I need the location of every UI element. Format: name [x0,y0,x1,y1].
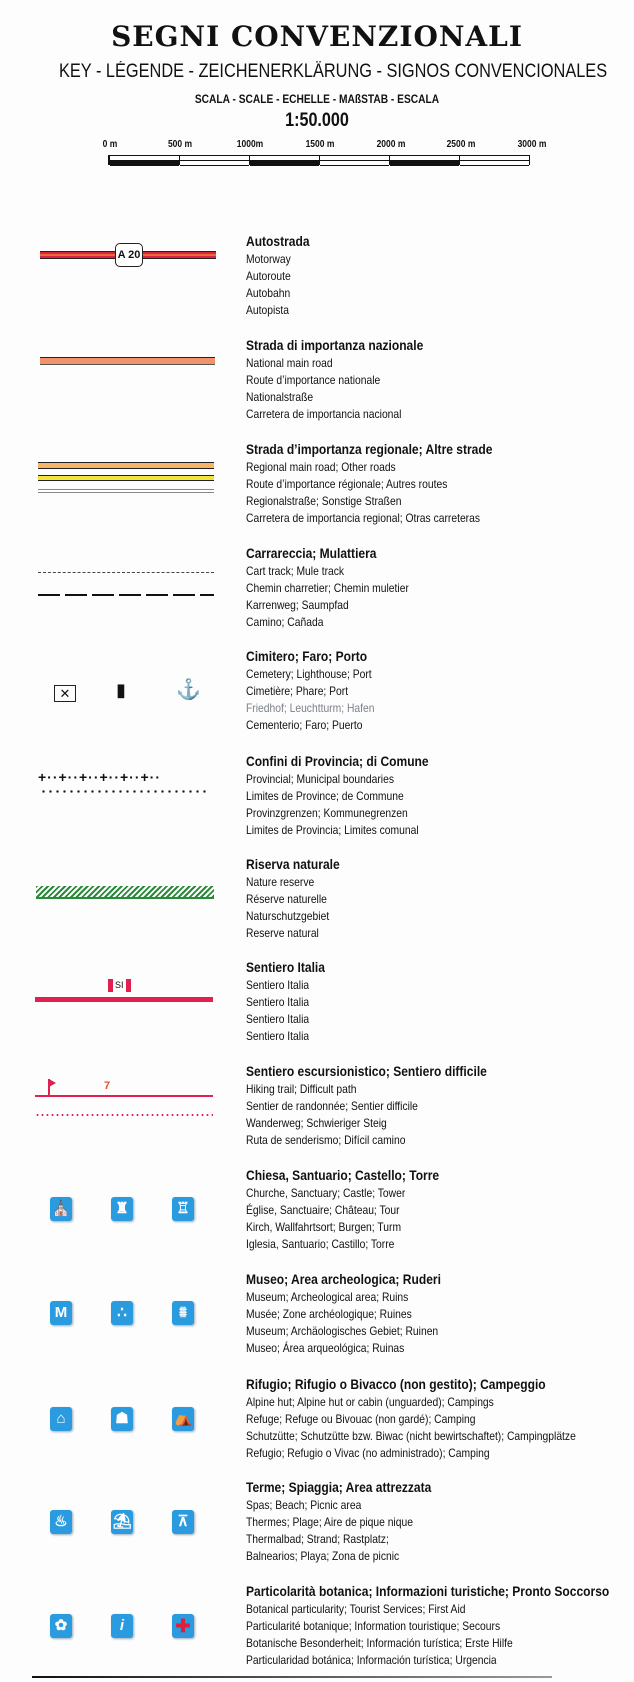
legend-translation: Botanical particularity; Tourist Services; First Aid [246,1602,466,1616]
scale-tick: 3000 m [517,139,547,150]
legend-title: Riserva naturale [246,856,340,872]
museum-icon: M [50,1301,72,1325]
page-title: SEGNI CONVENZIONALI [111,20,523,53]
minor-road-symbol [38,489,214,493]
municipal-boundary-symbol [40,790,208,793]
legend-title: Carrareccia; Mulattiera [246,545,377,561]
legend-translation: Reserve natural [246,926,319,940]
cart-track-symbol [38,572,214,573]
legend-text [246,440,533,527]
legend-hut-camping [0,1375,634,1475]
legend-title: Confini di Provincia; di Comune [246,753,429,769]
regional-road-symbol [38,462,214,469]
motorway-shield: A 20 [115,243,143,267]
legend-cart-track [0,544,634,644]
legend-translation: Naturschutzgebiet [246,909,330,923]
scale-label: SCALA - SCALE - ECHELLE - MAßSTAB - ESCALA [194,92,440,106]
camping-icon: ⛺ [172,1407,194,1431]
legend-cemetery-lighthouse-port [0,647,634,747]
spa-icon: ♨ [50,1510,72,1534]
archeological-area-icon: ∴ [111,1301,133,1325]
legend-translation: Carretera de importancia nacional [246,407,402,421]
scale-tick: 500 m [167,139,193,150]
legend-translation: Particularidad botánica; Información turística; Urgencia [246,1653,497,1667]
legend-regional-road [0,440,634,540]
legend-translation: Botanische Besonderheit; Información turística; Erste Hilfe [246,1636,513,1650]
legend-text [246,1478,462,1565]
legend-translation: Thermalbad; Strand; Rastplatz; [246,1532,389,1546]
scale-tick: 2000 m [376,139,406,150]
legend-translation: Autoroute [246,269,291,283]
legend-translation: Regional main road; Other roads [246,460,396,474]
legend-translation: Provinzgrenzen; Kommunegrenzen [246,806,408,820]
legend-museum-archeology-ruins [0,1270,634,1370]
beach-umbrella-icon: ⛱ [111,1510,133,1534]
other-road-symbol [38,475,214,481]
legend-translation: Cemetery; Lighthouse; Port [246,667,372,681]
legend-translation: Sentiero Italia [246,1012,310,1026]
legend-translation: Balnearios; Playa; Zona de picnic [246,1549,400,1563]
legend-text [246,1270,473,1357]
legend-translation: Autopista [246,303,290,317]
tower-icon: ♖ [172,1197,194,1221]
bottom-rule [32,1676,552,1678]
anchor-icon: ⚓ [176,679,201,701]
scale-tick: 1000m [236,139,264,150]
legend-translation: Motorway [246,252,291,266]
legend-boundaries [0,752,634,852]
legend-text [246,647,395,734]
legend-sentiero-italia [0,958,634,1058]
castle-icon: ♜ [111,1197,133,1221]
legend-translation: Carretera de importancia regional; Otras carreteras [246,511,481,525]
legend-translation: Chemin charretier; Chemin muletier [246,581,409,595]
legend-translation: Refugio; Refugio o Vivac (no administrado); Camping [246,1446,490,1460]
legend-translation: Limites de Province; de Commune [246,789,404,803]
ruins-icon: ⩩ [172,1301,194,1325]
legend-translation: Spas; Beach; Picnic area [246,1498,362,1512]
legend-title: Strada d’importanza regionale; Altre strade [246,441,493,457]
scale-tick: 1500 m [305,139,335,150]
legend-translation: Musée; Zone archéologique; Ruines [246,1307,412,1321]
legend-title: Chiesa, Santuario; Castello; Torre [246,1167,440,1183]
sentiero-italia-line [35,997,213,1002]
scale-tick: 2500 m [446,139,476,150]
legend-national-road [0,336,634,436]
legend-title: Sentiero escursionistico; Sentiero difficile [246,1063,487,1079]
legend-translation: Cart track; Mule track [246,564,345,578]
legend-translation: Iglesia, Santuario; Castillo; Torre [246,1237,395,1251]
legend-text [246,1375,630,1462]
cemetery-icon: ✕ [54,685,76,702]
legend-translation: Limites de Provincia; Limites comunal [246,823,419,837]
legend-translation: Karrenweg; Saumpfad [246,598,349,612]
legend-translation: Friedhof; Leuchtturm; Hafen [246,701,375,715]
trail-number: 7 [104,1080,111,1092]
legend-translation: Route d’importance nationale [246,373,381,387]
legend-translation: Museum; Archäologisches Gebiet; Ruinen [246,1324,439,1338]
picnic-table-icon: ⊼ [172,1510,194,1534]
legend-translation: Wanderweg; Schwieriger Steig [246,1116,387,1130]
legend-translation: Thermes; Plage; Aire de pique nique [246,1515,413,1529]
legend-spa-beach-picnic [0,1478,634,1578]
page-subtitle: KEY - LÉGENDE - ZEICHENERKLÄRUNG - SIGNOS CONVENCIONALES [59,61,608,82]
legend-translation: Ruta de senderismo; Difícil camino [246,1133,406,1147]
legend-text [246,232,320,319]
trail-flag-pennant [49,1079,56,1087]
first-aid-cross-icon: ✚ [172,1614,194,1638]
legend-translation: Kirch, Wallfahrtsort; Burgen; Turm [246,1220,402,1234]
mule-track-symbol [38,594,214,596]
legend-title: Particolarità botanica; Informazioni turistiche; Pronto Soccorso [246,1583,610,1599]
legend-translation: Churche, Sanctuary; Castle; Tower [246,1186,406,1200]
legend-translation: Sentiero Italia [246,995,310,1009]
legend-translation: Cimetière; Phare; Port [246,684,349,698]
legend-text [246,544,435,631]
sentiero-italia-mark: SI [108,979,131,992]
legend-translation: National main road [246,356,333,370]
legend-translation: Église, Sanctuaire; Château; Tour [246,1203,400,1217]
legend-translation: Sentiero Italia [246,978,310,992]
legend-text [246,1166,471,1253]
legend-nature-reserve [0,855,634,955]
scale-bar [108,155,530,165]
hiking-trail-line [35,1095,213,1097]
legend-translation: Regionalstraße; Sonstige Straßen [246,494,402,508]
legend-translation: Particularité botanique; Information touristique; Secours [246,1619,501,1633]
legend-title: Museo; Area archeologica; Ruderi [246,1271,441,1287]
legend-translation: Réserve naturelle [246,892,327,906]
legend-title: Rifugio; Rifugio o Bivacco (non gestito); Campeggio [246,1376,546,1392]
legend-title: Cimitero; Faro; Porto [246,648,368,664]
church-icon: ⛪ [50,1197,72,1221]
legend-title: Strada di importanza nazionale [246,337,424,353]
legend-hiking-trail [0,1062,634,1162]
legend-translation: Schutzütte; Schutzütte bzw. Biwac (nicht bewirtschaftet); Campingplätze [246,1429,576,1443]
legend-translation: Alpine hut; Alpine hut or cabin (unguarded); Campings [246,1395,494,1409]
legend-translation: Autobahn [246,286,291,300]
legend-translation: Sentier de randonnée; Sentier difficile [246,1099,418,1113]
legend-text [246,958,338,1045]
legend-translation: Nature reserve [246,875,315,889]
legend-text [246,336,452,423]
legend-text [246,855,355,942]
legend-text [246,1062,526,1149]
nature-reserve-symbol [36,886,214,899]
legend-title: Autostrada [246,233,310,249]
legend-translation: Camino; Cañada [246,615,324,629]
legend-motorway [0,232,634,332]
legend-translation: Cementerio; Faro; Puerto [246,718,363,732]
legend-title: Terme; Spiaggia; Area attrezzata [246,1479,432,1495]
lighthouse-icon: ▮ [116,680,126,700]
legend-botanical-info-firstaid [0,1582,634,1682]
difficult-path-line [35,1114,213,1116]
legend-translation: Sentiero Italia [246,1029,310,1043]
alpine-hut-icon: ⌂ [50,1407,72,1431]
legend-text [246,752,458,839]
provincial-boundary-symbol: +··+··+··+··+··+·· [38,769,161,785]
bivouac-icon: ☗ [111,1407,133,1431]
scale-value: 1:50.000 [285,110,349,131]
scale-tick: 0 m [102,139,118,150]
botanical-flower-icon: ✿ [50,1614,72,1638]
info-icon: i [111,1614,133,1638]
legend-title: Sentiero Italia [246,959,325,975]
legend-translation: Hiking trail; Difficult path [246,1082,357,1096]
legend-translation: Provincial; Municipal boundaries [246,772,395,786]
legend-translation: Museo; Área arqueológica; Ruinas [246,1341,405,1355]
national-road-symbol [40,357,215,365]
legend-text [246,1582,634,1669]
legend-translation: Museum; Archeological area; Ruins [246,1290,409,1304]
legend-translation: Nationalstraße [246,390,314,404]
legend-translation: Refuge; Refuge ou Bivouac (non gardé); Camping [246,1412,476,1426]
legend-church-castle-tower [0,1166,634,1266]
legend-translation: Route d’importance régionale; Autres routes [246,477,448,491]
